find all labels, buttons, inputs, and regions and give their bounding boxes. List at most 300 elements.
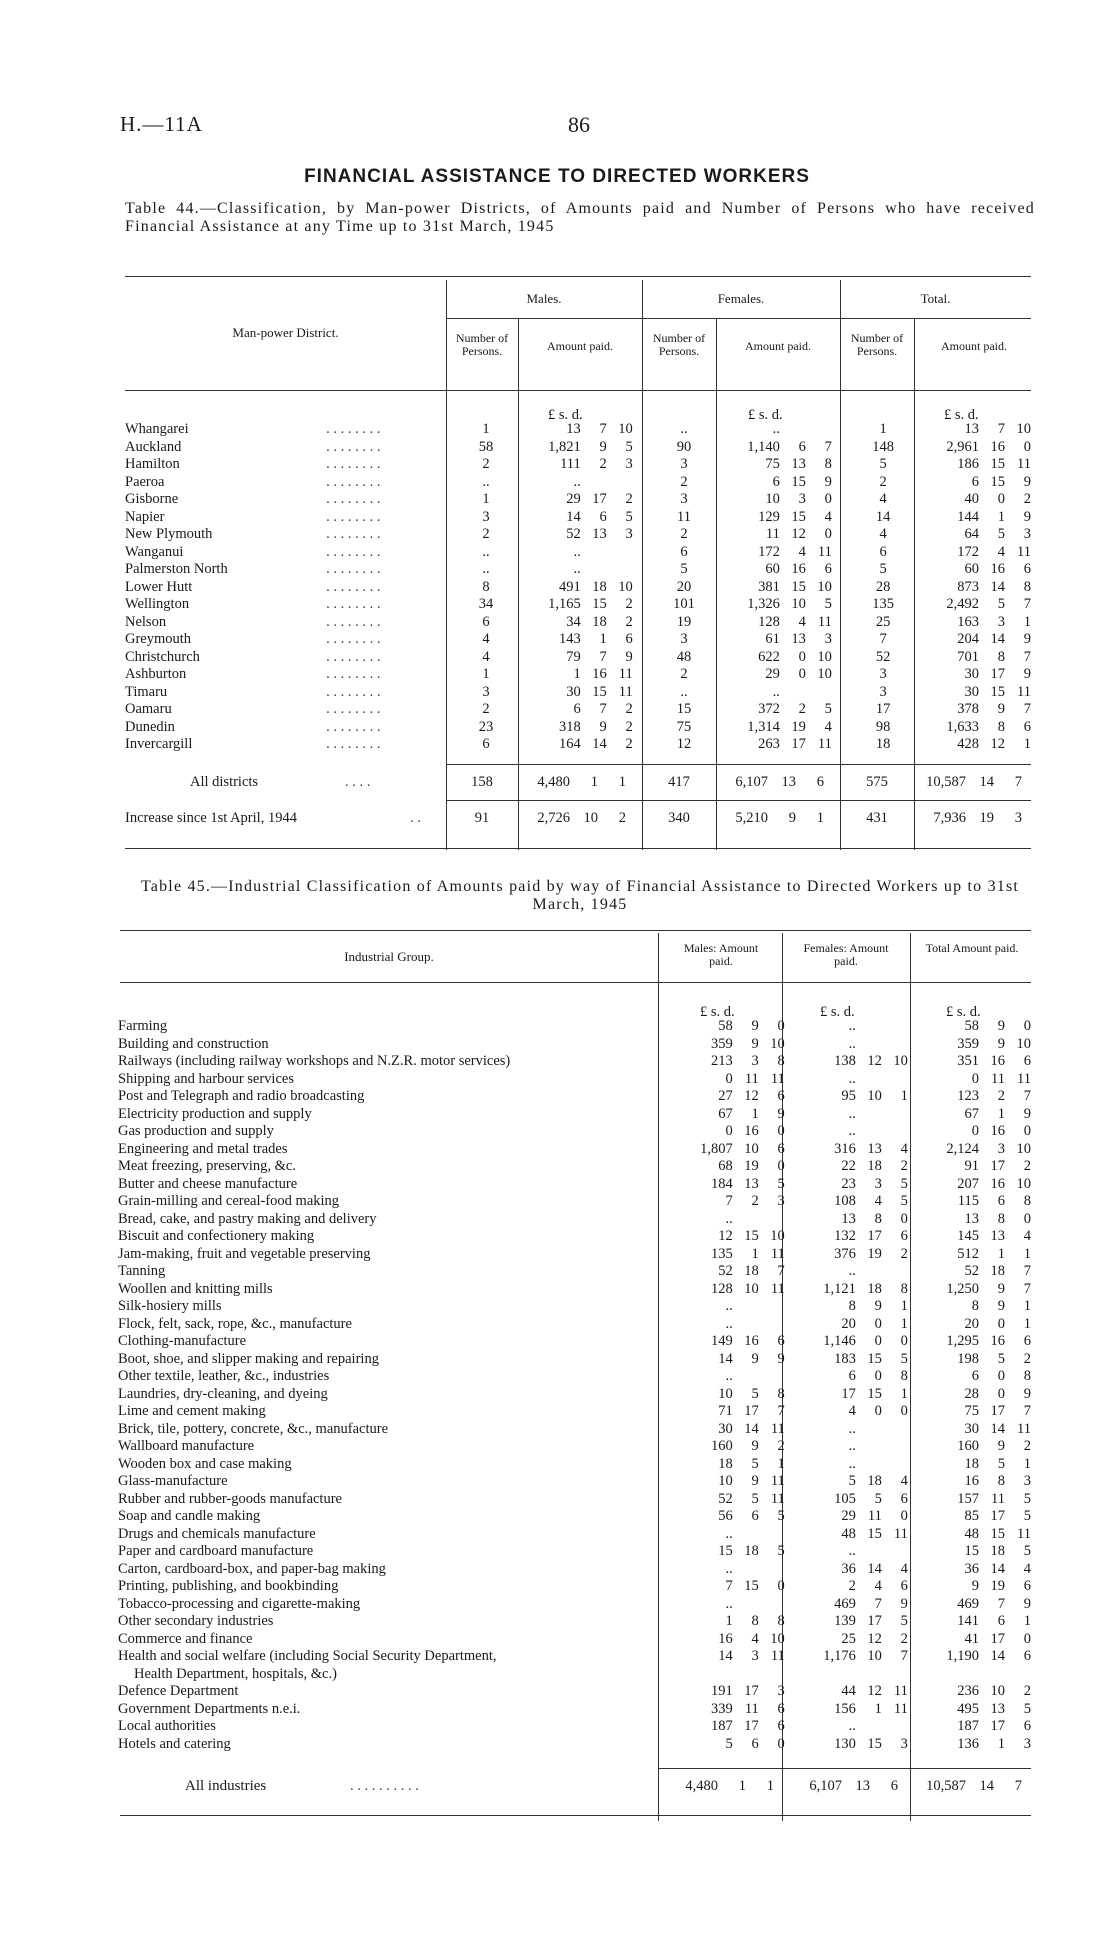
amount-pence: 5 (625, 508, 633, 525)
industry-group (118, 1281, 672, 1299)
amount-pence: 9 (824, 473, 832, 490)
amount-cell (785, 1631, 908, 1649)
amount-pounds: 60 (964, 561, 979, 577)
amount-pounds: 129 (758, 508, 780, 525)
amount-pounds: 128 (711, 1280, 733, 1297)
industry-group (118, 1526, 672, 1544)
amount-cell (672, 1491, 785, 1509)
amount-shillings: 19 (979, 810, 994, 826)
amount-pence: 10 (770, 1630, 785, 1647)
table-row (118, 1701, 1031, 1719)
amount-pounds: .. (848, 1123, 856, 1139)
amount-shillings: 6 (751, 1735, 759, 1752)
amount-shillings: 17 (867, 1613, 882, 1629)
amount-shillings: 10 (867, 1088, 882, 1104)
amount-cell (672, 1246, 785, 1264)
table-row (123, 736, 1031, 754)
amount-pence: 9 (1023, 508, 1031, 525)
table-row (118, 1543, 1031, 1561)
amount-cell (908, 1211, 1031, 1229)
amount-shillings: 15 (990, 456, 1005, 472)
amount-pounds: 144 (957, 508, 979, 525)
females-number: 2 (680, 666, 688, 682)
amount-pounds: 0 (971, 1123, 979, 1139)
amount-shillings: 9 (874, 1298, 882, 1314)
table44-caption: Table 44.—Classification, by Man-power Districts, of Amounts paid and Number of Persons who have received Financial Assistance at any Time up to 31st March, 1945 (125, 200, 1035, 235)
spacer (633, 439, 647, 457)
amount-cell (785, 1596, 908, 1614)
amount-shillings: 10 (744, 1280, 759, 1297)
amount-shillings: 17 (990, 666, 1005, 682)
table-row (118, 1281, 1031, 1299)
amount-pounds: 13 (964, 421, 979, 437)
table45-header-total: Total Amount paid. (925, 941, 1019, 955)
amount-pounds: 318 (559, 718, 581, 735)
amount-shillings: 16 (990, 561, 1005, 577)
leader-dots: . . . . . . . . . . (350, 1778, 419, 1794)
amount-pence: 3 (824, 631, 832, 647)
amount-shillings: 19 (791, 718, 806, 735)
amount-cell (920, 719, 1031, 737)
amount-pence: 6 (1023, 1648, 1031, 1664)
amount-pence: 3 (900, 1735, 908, 1752)
amount-pence: 2 (625, 596, 633, 612)
amount-shillings: 9 (751, 1018, 759, 1034)
amount-cell (785, 1298, 908, 1316)
amount-pence: 9 (1023, 473, 1031, 490)
amount-pence: 8 (1023, 578, 1031, 595)
industry-group (118, 1718, 672, 1736)
amount-shillings: 16 (592, 666, 607, 682)
district-label: Wanganui (125, 543, 184, 560)
amount-shillings: 17 (744, 1683, 759, 1699)
amount-pounds: 23 (841, 1175, 856, 1192)
amount-pounds: 1 (725, 1613, 733, 1629)
amount-cell (672, 1053, 785, 1071)
table44-lsd-females: £ s. d. (748, 407, 783, 423)
total-number: 14 (875, 508, 891, 525)
district-label: Timaru (125, 683, 168, 700)
industry-label: Wallboard manufacture (118, 1438, 255, 1454)
amount-cell (785, 1018, 908, 1036)
amount-pounds: 10,587 (926, 1778, 966, 1794)
males-number: .. (482, 543, 490, 560)
amount-pence: 5 (1023, 1490, 1031, 1507)
amount-cell (785, 1683, 908, 1701)
table-row (123, 649, 1031, 667)
spacer (633, 684, 647, 702)
industry-group (118, 1736, 672, 1754)
amount-cell (908, 1176, 1031, 1194)
amount-pounds: 79 (566, 648, 581, 665)
amount-cell (920, 421, 1031, 439)
females-number: 5 (680, 561, 688, 577)
amount-pounds: 14 (566, 508, 581, 525)
table-row (118, 1246, 1031, 1264)
table-row (118, 1351, 1031, 1369)
amount-shillings: 18 (744, 1263, 759, 1279)
amount-pence: 6 (1023, 1578, 1031, 1594)
amount-cell (672, 1228, 785, 1246)
district-name (123, 684, 326, 702)
amount-pence: 3 (625, 456, 633, 472)
amount-cell (920, 614, 1031, 632)
amount-pounds: 873 (957, 578, 979, 595)
amount-cell (920, 526, 1031, 544)
females-number: 12 (676, 736, 692, 752)
industry-group (118, 1368, 672, 1386)
amount-pounds: 160 (957, 1438, 979, 1454)
district-label: New Plymouth (125, 526, 213, 542)
industry-label: Flock, felt, sack, rope, &c., manufacture (118, 1315, 352, 1332)
amount-shillings: 4 (874, 1193, 882, 1209)
females-number: .. (680, 421, 688, 437)
amount-pence: 11 (770, 1648, 785, 1664)
spacer (633, 491, 647, 509)
amount-pounds: 2,124 (946, 1140, 979, 1157)
amount-pence: 11 (770, 1245, 785, 1262)
amount-cell (908, 1246, 1031, 1264)
amount-shillings: 15 (990, 683, 1005, 700)
amount-cell (785, 1106, 908, 1124)
district-name (123, 614, 326, 632)
amount-shillings: 9 (788, 810, 796, 826)
amount-shillings: 5 (997, 596, 1005, 612)
amount-pence: 4 (1023, 1228, 1031, 1244)
amount-pence: 11 (1017, 683, 1031, 700)
amount-pounds: 36 (964, 1560, 979, 1577)
amount-shillings: 9 (599, 718, 607, 735)
amount-pounds: .. (725, 1210, 733, 1227)
amount-pounds: 0 (725, 1070, 733, 1087)
amount-pounds: 58 (964, 1018, 979, 1034)
amount-cell (672, 1543, 785, 1561)
amount-pounds: 1,146 (823, 1333, 856, 1349)
amount-pence: 7 (1014, 1778, 1022, 1794)
industry-label: Building and construction (118, 1035, 269, 1052)
industry-label: Farming (118, 1018, 168, 1034)
industry-group (118, 1351, 672, 1369)
industry-group (118, 1106, 672, 1124)
amount-pence: 0 (1023, 1123, 1031, 1139)
industry-label: Wooden box and case making (118, 1455, 292, 1472)
amount-shillings: 2 (751, 1193, 759, 1209)
amount-cell (785, 1053, 908, 1071)
amount-shillings: 5 (997, 526, 1005, 542)
amount-pounds: 1,295 (946, 1333, 979, 1349)
amount-pence: 0 (824, 491, 832, 507)
males-number: 91 (474, 810, 490, 826)
amount-shillings: 13 (990, 1700, 1005, 1717)
amount-cell (920, 491, 1031, 509)
amount-cell (920, 544, 1031, 562)
industry-label: Tobacco-processing and cigarette-making (118, 1595, 361, 1612)
table-row (123, 456, 1031, 474)
table-row (118, 1088, 1031, 1106)
industry-label: Local authorities (118, 1718, 216, 1734)
amount-shillings: 19 (867, 1245, 882, 1262)
amount-shillings: 17 (867, 1228, 882, 1244)
amount-shillings: 18 (990, 1543, 1005, 1559)
table45-lsd-females: £ s. d. (820, 1004, 855, 1020)
industry-group (118, 1596, 672, 1614)
table45-lsd-males: £ s. d. (700, 1004, 735, 1020)
amount-cell (721, 421, 832, 439)
amount-shillings: 4 (874, 1578, 882, 1594)
amount-pence: 6 (777, 1140, 785, 1157)
amount-shillings: 14 (990, 631, 1005, 647)
amount-cell (920, 701, 1031, 719)
amount-shillings: 15 (867, 1525, 882, 1542)
females-number: 2 (680, 526, 688, 542)
amount-pounds: 263 (758, 736, 780, 752)
amount-pence: 1 (1023, 613, 1031, 630)
table-row (123, 719, 1031, 737)
amount-pence: 6 (1023, 1053, 1031, 1069)
amount-pounds: 20 (841, 1315, 856, 1332)
amount-pounds: 381 (758, 578, 780, 595)
amount-pence: 6 (625, 631, 633, 647)
amount-cell (908, 1543, 1031, 1561)
table-row (123, 666, 1031, 684)
amount-cell (908, 1386, 1031, 1404)
table-row (118, 1053, 1031, 1071)
amount-shillings: 3 (874, 1175, 882, 1192)
amount-pence: 8 (1023, 1368, 1031, 1384)
district-name (123, 421, 326, 439)
industry-group (118, 1071, 672, 1089)
amount-pounds: 36 (841, 1560, 856, 1577)
industry-label: Shipping and harbour services (118, 1070, 294, 1087)
amount-cell (920, 684, 1031, 702)
amount-pence: 4 (900, 1140, 908, 1157)
amount-pounds: 213 (711, 1053, 733, 1069)
amount-pence: 5 (900, 1175, 908, 1192)
amount-pounds: 16 (718, 1630, 733, 1647)
amount-cell (920, 736, 1031, 754)
industry-label: Brick, tile, pottery, concrete, &c., manufacture (118, 1420, 389, 1437)
amount-pence: 5 (1023, 1543, 1031, 1559)
table-row (118, 1211, 1031, 1229)
industry-label: Clothing-manufacture (118, 1333, 247, 1349)
table-row (118, 1193, 1031, 1211)
spacer (633, 544, 647, 562)
amount-cell (908, 1718, 1031, 1736)
industry-group (118, 1123, 672, 1141)
leader-dots: . . . . . . . . (326, 701, 381, 717)
amount-cell (908, 1036, 1031, 1054)
females-number: 20 (676, 578, 692, 595)
district-name (123, 719, 326, 737)
amount-shillings: 15 (867, 1735, 882, 1752)
amount-pounds: 29 (765, 666, 780, 682)
amount-cell (672, 1298, 785, 1316)
amount-cell (721, 631, 832, 649)
page-title: FINANCIAL ASSISTANCE TO DIRECTED WORKERS (304, 166, 810, 187)
amount-pence: 4 (824, 718, 832, 735)
table-row (118, 1561, 1031, 1579)
amount-cell (672, 1473, 785, 1491)
amount-shillings: 15 (592, 683, 607, 700)
amount-pounds: 1 (573, 666, 581, 682)
total-number: 28 (875, 578, 891, 595)
amount-shillings: 3 (798, 491, 806, 507)
amount-pounds: 13 (964, 1210, 979, 1227)
industry-label: Government Departments n.e.i. (118, 1700, 301, 1717)
district-label: Paeroa (125, 473, 165, 490)
amount-pence: 7 (1023, 1280, 1031, 1297)
amount-shillings: 19 (990, 1578, 1005, 1594)
amount-pence: 11 (817, 613, 832, 630)
amount-pence: 10 (770, 1228, 785, 1244)
leader-dots: . . . . . . . . (326, 648, 381, 665)
amount-cell (721, 666, 832, 684)
district-label: Nelson (125, 613, 167, 630)
industry-label: Rubber and rubber-goods manufacture (118, 1490, 342, 1507)
amount-pence: 10 (817, 648, 832, 665)
amount-cell (672, 1088, 785, 1106)
amount-cell (785, 1421, 908, 1439)
amount-pounds: 13 (566, 421, 581, 437)
amount-cell (785, 1193, 908, 1211)
amount-shillings: 17 (744, 1403, 759, 1419)
leader-dots: . . . . . . . . (326, 438, 381, 455)
amount-cell (785, 1176, 908, 1194)
amount-cell (908, 1613, 1031, 1631)
total-number: 148 (872, 438, 894, 455)
district-label: Ashburton (125, 666, 187, 682)
leader-dots: . . . . . . . . (326, 578, 381, 595)
amount-pounds: 13 (841, 1210, 856, 1227)
amount-pence: 6 (900, 1228, 908, 1244)
amount-shillings: 1 (997, 1245, 1005, 1262)
amount-pounds: .. (848, 1455, 856, 1472)
amount-pounds: 128 (758, 613, 780, 630)
industry-label: Post and Telegraph and radio broadcasting (118, 1088, 365, 1104)
amount-cell (721, 561, 832, 579)
amount-cell (785, 1036, 908, 1054)
amount-shillings: 3 (997, 1140, 1005, 1157)
amount-pounds: 191 (711, 1683, 733, 1699)
amount-cell (785, 1333, 908, 1351)
amount-pence: 10 (817, 578, 832, 595)
amount-shillings: 10 (583, 810, 598, 826)
males-number: 34 (478, 596, 494, 612)
amount-shillings: 17 (744, 1718, 759, 1734)
amount-pence: 2 (900, 1630, 908, 1647)
spacer (832, 439, 846, 457)
table44-header-t-amount: Amount paid. (941, 339, 1007, 353)
amount-pounds: 187 (957, 1718, 979, 1734)
amount-pence: 1 (777, 1455, 785, 1472)
females-number: 3 (680, 491, 688, 507)
amount-pence: 11 (1017, 1525, 1031, 1542)
amount-pence: 4 (1023, 1560, 1031, 1577)
leader-dots: . . . . . . . . (326, 561, 381, 577)
amount-pounds: .. (848, 1105, 856, 1122)
spacer (832, 631, 846, 649)
amount-pounds: 91 (964, 1158, 979, 1174)
amount-shillings: 3 (751, 1053, 759, 1069)
amount-cell (672, 1421, 785, 1439)
amount-pence: 3 (1023, 1735, 1031, 1752)
amount-pence: 1 (900, 1315, 908, 1332)
females-number: 6 (680, 543, 688, 560)
amount-pounds: 1,176 (823, 1648, 856, 1664)
amount-cell (785, 1491, 908, 1509)
amount-cell (522, 649, 633, 667)
amount-shillings: 5 (874, 1490, 882, 1507)
amount-cell (785, 1508, 908, 1526)
amount-pounds: 622 (758, 648, 780, 665)
total-number: 3 (879, 683, 887, 700)
amount-pounds: .. (725, 1368, 733, 1384)
table44-header-district: Man-power District. (232, 325, 339, 340)
amount-pence: 10 (618, 578, 633, 595)
amount-pounds: 4,480 (537, 774, 570, 790)
district-label: Christchurch (125, 648, 200, 665)
amount-pence: 0 (900, 1403, 908, 1419)
table-row (123, 579, 1031, 597)
amount-cell (785, 1123, 908, 1141)
amount-pounds: .. (848, 1420, 856, 1437)
amount-shillings: 17 (990, 1158, 1005, 1174)
amount-shillings: 2 (997, 1088, 1005, 1104)
amount-pence: 8 (777, 1053, 785, 1069)
amount-shillings: 2 (599, 456, 607, 472)
amount-shillings: 14 (979, 774, 994, 790)
amount-pence: 5 (900, 1613, 908, 1629)
amount-pounds: 6 (848, 1368, 856, 1384)
amount-cell (908, 1281, 1031, 1299)
amount-cell (785, 1526, 908, 1544)
amount-cell (721, 719, 832, 737)
amount-cell (785, 1246, 908, 1264)
amount-cell (908, 1106, 1031, 1124)
leader-dots: . . (410, 810, 421, 826)
amount-cell (672, 1211, 785, 1229)
amount-shillings: 12 (867, 1630, 882, 1647)
district-name (123, 491, 326, 509)
spacer (633, 474, 647, 492)
spacer (633, 509, 647, 527)
amount-pounds: 1,633 (946, 718, 979, 735)
industry-label: Engineering and metal trades (118, 1140, 288, 1157)
amount-pounds: .. (725, 1315, 733, 1332)
amount-cell (920, 561, 1031, 579)
table-row (118, 1526, 1031, 1544)
table44-body (123, 421, 1031, 754)
amount-pounds: 428 (957, 736, 979, 752)
total-number: 431 (866, 810, 888, 826)
amount-cell (522, 666, 633, 684)
industry-label: Hotels and catering (118, 1735, 231, 1752)
amount-pounds: 41 (964, 1630, 979, 1647)
amount-shillings: 13 (781, 774, 796, 790)
amount-cell (721, 649, 832, 667)
industry-group (118, 1508, 672, 1526)
table-row (123, 421, 1031, 439)
amount-cell (522, 579, 633, 597)
amount-pounds: 207 (957, 1175, 979, 1192)
amount-cell (785, 1736, 908, 1754)
amount-shillings: 15 (744, 1578, 759, 1594)
amount-pounds: 1,807 (700, 1140, 733, 1157)
amount-cell (908, 1561, 1031, 1579)
table-row (118, 1298, 1031, 1316)
amount-cell (672, 1736, 785, 1754)
industry-group (118, 1648, 672, 1683)
